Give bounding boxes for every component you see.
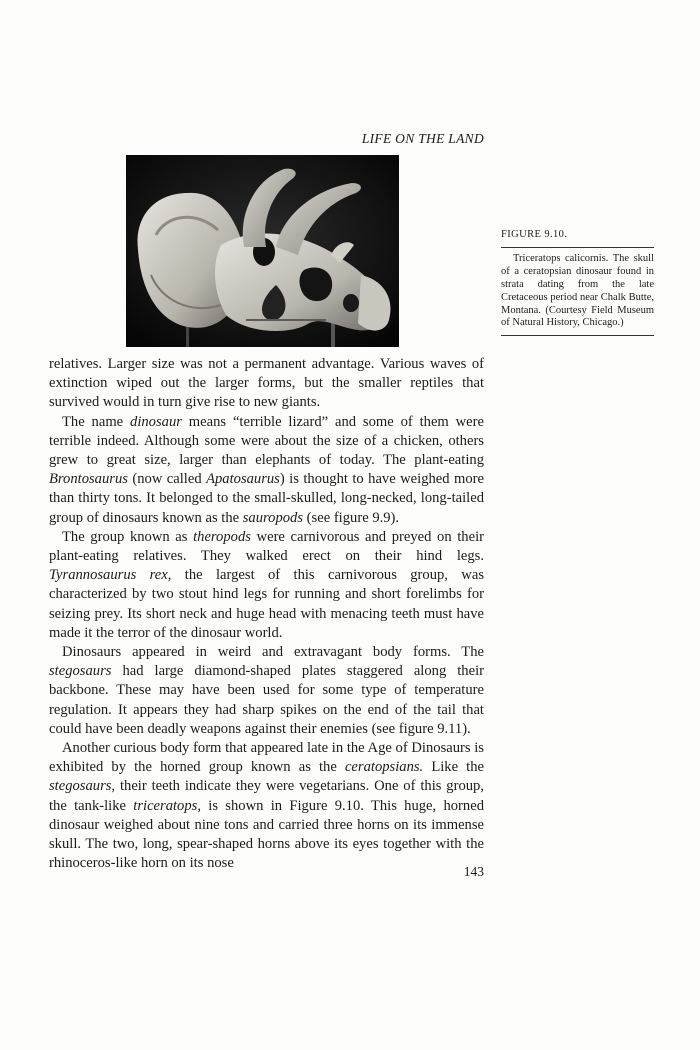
triceratops-skull-photo [126,155,399,347]
body-text [49,355,484,873]
paragraph: The group known as theropods were carnivorous and preyed on their plant-eating relatives. They walked erect on their hind legs. Tyrannosaurus rex, the largest of this carnivorous group, was characterized by two stout hind legs for running and short forelimbs for seizing prey. Its short neck and huge head with menacing teeth must have made it the terror of the dinosaur world. [49,528,484,641]
figure-label: FIGURE 9.10. [501,229,654,248]
figure-caption-text: Triceratops calicornis. The skull of a ceratopsian dinosaur found in strata dating from the late Cretaceous period near Chalk Butte, Montana. (Courtesy Field Museum of Natural History, Chicago.) [501,248,654,336]
paragraph: relatives. Larger size was not a permanent advantage. Various waves of extinction wiped out the larger forms, but the smaller reptiles that survived would in turn give rise to new giants. [49,356,484,411]
figure-caption [501,229,654,336]
running-head: LIFE ON THE LAND [361,131,484,146]
page-number: 143 [463,864,484,879]
paragraph: Dinosaurs appeared in weird and extravagant body forms. The stegosaurs had large diamond-shaped plates staggered along their backbone. These may have been used for some type of temperature regulation. It appears they had sharp spikes on the end of the tail that could have been deadly weapons against their enemies (see figure 9.11). [49,644,484,737]
paragraph: Another curious body form that appeared late in the Age of Dinosaurs is exhibited by the horned group known as the ceratopsians. Like the stegosaurs, their teeth indicate they were vegetarians. One of this group, the tank-like triceratops, is shown in Figure 9.10. This huge, horned dinosaur weighed about nine tons and carried three horns on its immense skull. The two, long, spear-shaped horns above its eyes together with the rhinoceros-like horn on its nose [49,740,485,872]
skull-illustration [126,155,399,347]
paragraph: The name dinosaur means “terrible lizard” and some of them were terrible indeed. Although some were about the size of a chicken, others grew to great size, larger than elephants of today. The plant-eating Brontosaurus (now called Apatosaurus) is thought to have weighed more than thirty tons. It belonged to the small-skulled, long-necked, long-tailed group of dinosaurs known as the sauropods (see figure 9.9). [49,413,484,526]
